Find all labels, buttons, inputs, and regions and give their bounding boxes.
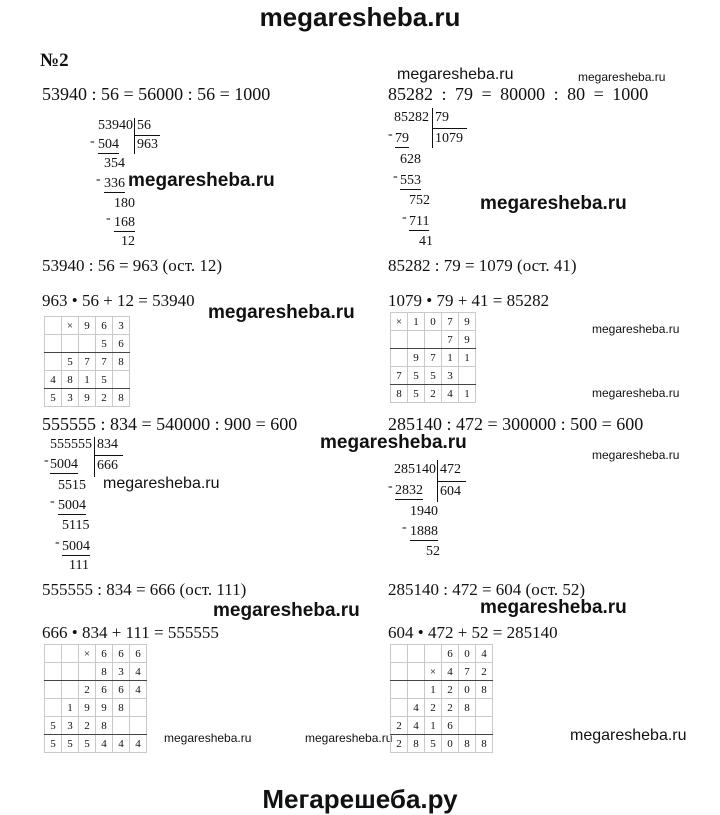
grid-cell — [45, 663, 62, 681]
division-step: 5004 — [62, 539, 90, 554]
division-step: 354 — [104, 156, 125, 171]
grid-cell — [79, 663, 96, 681]
grid-cell: 0 — [442, 735, 459, 753]
grid-cell: 4 — [408, 699, 425, 717]
grid-cell: 6 — [113, 645, 130, 663]
grid-cell: 0 — [425, 313, 442, 331]
watermark: megaresheba.ru — [592, 322, 680, 336]
grid-cell: 8 — [113, 699, 130, 717]
long-division-dividend: 285140 — [394, 462, 436, 477]
estimate-line: 85282 : 79 = 80000 : 80 = 1000 — [388, 84, 649, 104]
grid-cell — [391, 681, 408, 699]
grid-cell: 5 — [45, 717, 62, 735]
grid-cell: 2 — [391, 717, 408, 735]
multiplication-grid — [390, 312, 476, 403]
grid-cell: 9 — [79, 317, 96, 335]
division-result: 555555 : 834 = 666 (ост. 111) — [42, 580, 247, 599]
division-step: 752 — [409, 193, 430, 208]
grid-cell — [45, 699, 62, 717]
grid-cell: 5 — [425, 367, 442, 385]
grid-cell — [45, 353, 62, 371]
division-step: 5115 — [62, 518, 90, 533]
long-division-divisor: 56 — [137, 118, 151, 133]
division-step: 168 — [114, 215, 135, 230]
division-step: 336 — [104, 176, 125, 191]
grid-cell — [62, 645, 79, 663]
grid-cell: 8 — [96, 717, 113, 735]
grid-cell — [408, 663, 425, 681]
grid-cell — [408, 331, 425, 349]
check-line: 666 • 834 + 111 = 555555 — [42, 623, 219, 642]
grid-cell: 2 — [425, 385, 442, 403]
grid-cell: 2 — [79, 717, 96, 735]
grid-cell: 8 — [113, 389, 130, 407]
grid-cell: 5 — [45, 389, 62, 407]
grid-cell: 6 — [442, 717, 459, 735]
division-result: 85282 : 79 = 1079 (ост. 41) — [388, 256, 577, 275]
watermark: megaresheba.ru — [480, 193, 627, 214]
estimate-line: 555555 : 834 = 540000 : 900 = 600 — [42, 414, 298, 434]
grid-cell: 3 — [442, 367, 459, 385]
grid-cell: 0 — [459, 645, 476, 663]
grid-cell — [391, 699, 408, 717]
grid-cell: 2 — [79, 681, 96, 699]
grid-cell — [391, 331, 408, 349]
grid-cell — [425, 331, 442, 349]
grid-cell — [62, 663, 79, 681]
watermark: megaresheba.ru — [592, 386, 680, 400]
grid-cell: 7 — [442, 331, 459, 349]
grid-cell: 8 — [113, 353, 130, 371]
check-line: 1079 • 79 + 41 = 85282 — [388, 291, 550, 310]
grid-cell: 6 — [96, 645, 113, 663]
grid-cell: 8 — [459, 699, 476, 717]
grid-cell: 6 — [113, 681, 130, 699]
grid-cell — [425, 645, 442, 663]
watermark: megaresheba.ru — [208, 302, 355, 323]
grid-cell: 2 — [476, 663, 493, 681]
long-division-dividend: 85282 — [394, 110, 429, 125]
grid-cell: 3 — [62, 717, 79, 735]
grid-cell: 3 — [113, 317, 130, 335]
division-step: 504 — [98, 137, 119, 152]
grid-cell — [45, 681, 62, 699]
estimate-line: 53940 : 56 = 56000 : 56 = 1000 — [42, 84, 271, 104]
long-division-divisor: 79 — [435, 110, 449, 125]
site-header[interactable]: megaresheba.ru — [259, 2, 461, 32]
division-step: 1940 — [410, 504, 438, 519]
grid-cell — [476, 717, 493, 735]
grid-cell — [408, 645, 425, 663]
grid-cell: × — [391, 313, 408, 331]
grid-cell: 7 — [425, 349, 442, 367]
watermark: megaresheba.ru — [164, 731, 252, 745]
grid-cell: 6 — [130, 645, 147, 663]
grid-cell — [79, 335, 96, 353]
division-step: 5004 — [58, 498, 86, 513]
division-step: 5515 — [58, 478, 86, 493]
grid-cell: 9 — [459, 313, 476, 331]
grid-cell: 2 — [442, 681, 459, 699]
multiplication-grid — [44, 644, 147, 753]
grid-cell: 1 — [425, 681, 442, 699]
grid-cell: 4 — [130, 735, 147, 753]
division-result: 285140 : 472 = 604 (ост. 52) — [388, 580, 586, 599]
grid-cell — [408, 681, 425, 699]
grid-cell: × — [79, 645, 96, 663]
grid-cell: 8 — [62, 371, 79, 389]
long-division-quotient: 604 — [440, 484, 461, 499]
grid-cell: 2 — [96, 389, 113, 407]
grid-cell: 3 — [62, 389, 79, 407]
grid-cell: 5 — [408, 385, 425, 403]
grid-cell — [391, 645, 408, 663]
grid-cell: 4 — [96, 735, 113, 753]
grid-cell: 8 — [476, 735, 493, 753]
multiplication-grid — [390, 644, 493, 753]
check-line: 963 • 56 + 12 = 53940 — [42, 291, 195, 310]
grid-cell: × — [62, 317, 79, 335]
grid-cell: 4 — [45, 371, 62, 389]
grid-cell: 5 — [45, 735, 62, 753]
grid-cell: 3 — [113, 663, 130, 681]
grid-cell: 7 — [459, 663, 476, 681]
division-step: 12 — [121, 234, 135, 249]
grid-cell — [45, 335, 62, 353]
grid-cell: 1 — [62, 699, 79, 717]
grid-cell: 1 — [408, 313, 425, 331]
check-line: 604 • 472 + 52 = 285140 — [388, 623, 558, 642]
grid-cell: 6 — [113, 335, 130, 353]
grid-cell: × — [425, 663, 442, 681]
grid-cell: 1 — [425, 717, 442, 735]
watermark: megaresheba.ru — [128, 170, 275, 191]
grid-cell: 4 — [476, 645, 493, 663]
grid-cell — [130, 717, 147, 735]
grid-cell: 6 — [96, 681, 113, 699]
grid-cell — [113, 717, 130, 735]
grid-cell — [476, 699, 493, 717]
grid-cell — [45, 645, 62, 663]
grid-cell: 8 — [408, 735, 425, 753]
grid-cell: 7 — [442, 313, 459, 331]
grid-cell — [459, 717, 476, 735]
grid-cell: 7 — [96, 353, 113, 371]
grid-cell: 1 — [79, 371, 96, 389]
watermark: megaresheba.ru — [592, 448, 680, 462]
watermark: megaresheba.ru — [578, 70, 666, 84]
watermark: megaresheba.ru — [570, 727, 687, 744]
watermark: megaresheba.ru — [305, 731, 393, 745]
grid-cell: 9 — [79, 699, 96, 717]
grid-cell: 7 — [79, 353, 96, 371]
grid-cell: 8 — [459, 735, 476, 753]
grid-cell — [130, 699, 147, 717]
grid-cell: 4 — [408, 717, 425, 735]
grid-cell: 4 — [130, 663, 147, 681]
grid-cell: 5 — [96, 335, 113, 353]
grid-cell — [391, 663, 408, 681]
grid-cell: 0 — [459, 681, 476, 699]
grid-cell: 2 — [391, 735, 408, 753]
long-division-quotient: 1079 — [435, 131, 463, 146]
long-division-divisor: 472 — [440, 462, 461, 477]
task-number: №2 — [40, 50, 69, 71]
grid-cell: 5 — [408, 367, 425, 385]
grid-cell: 4 — [113, 735, 130, 753]
division-step: 1888 — [410, 524, 438, 539]
division-step: 111 — [69, 558, 89, 573]
grid-cell: 6 — [96, 317, 113, 335]
grid-cell — [45, 317, 62, 335]
grid-cell: 7 — [391, 367, 408, 385]
division-step: 79 — [395, 131, 409, 146]
division-step: 5004 — [50, 457, 78, 472]
long-division-quotient: 666 — [97, 458, 118, 473]
long-division-divisor: 834 — [97, 437, 118, 452]
watermark: megaresheba.ru — [213, 600, 360, 621]
division-step: 2832 — [395, 483, 423, 498]
grid-cell: 8 — [391, 385, 408, 403]
grid-cell: 1 — [459, 349, 476, 367]
grid-cell: 9 — [96, 699, 113, 717]
watermark: megaresheba.ru — [397, 66, 514, 83]
grid-cell — [62, 335, 79, 353]
long-division-dividend: 555555 — [50, 437, 92, 452]
division-result: 53940 : 56 = 963 (ост. 12) — [42, 256, 223, 275]
long-division-quotient: 963 — [137, 137, 158, 152]
grid-cell: 4 — [442, 663, 459, 681]
grid-cell: 9 — [459, 331, 476, 349]
watermark: megaresheba.ru — [480, 597, 627, 618]
division-step: 628 — [400, 152, 421, 167]
grid-cell — [62, 681, 79, 699]
grid-cell: 4 — [130, 681, 147, 699]
division-step: 711 — [409, 214, 430, 229]
long-division-dividend: 53940 — [98, 118, 133, 133]
division-step: 41 — [419, 234, 433, 249]
division-step: 553 — [400, 173, 421, 188]
estimate-line: 285140 : 472 = 300000 : 500 = 600 — [388, 414, 644, 434]
grid-cell: 5 — [62, 735, 79, 753]
grid-cell — [113, 371, 130, 389]
grid-cell: 9 — [408, 349, 425, 367]
division-step: 180 — [114, 196, 135, 211]
grid-cell: 5 — [96, 371, 113, 389]
grid-cell: 1 — [442, 349, 459, 367]
grid-cell: 8 — [476, 681, 493, 699]
grid-cell: 1 — [459, 385, 476, 403]
watermark: megaresheba.ru — [103, 475, 220, 492]
grid-cell: 8 — [96, 663, 113, 681]
grid-cell — [391, 349, 408, 367]
grid-cell: 4 — [442, 385, 459, 403]
grid-cell — [459, 367, 476, 385]
division-step: 52 — [426, 544, 440, 559]
grid-cell: 5 — [62, 353, 79, 371]
grid-cell: 5 — [79, 735, 96, 753]
site-footer[interactable]: Мегарешеба.ру — [262, 784, 458, 814]
grid-cell: 2 — [442, 699, 459, 717]
grid-cell: 9 — [79, 389, 96, 407]
multiplication-grid — [44, 316, 130, 407]
grid-cell: 6 — [442, 645, 459, 663]
grid-cell: 5 — [425, 735, 442, 753]
watermark: megaresheba.ru — [320, 432, 467, 453]
grid-cell: 2 — [425, 699, 442, 717]
